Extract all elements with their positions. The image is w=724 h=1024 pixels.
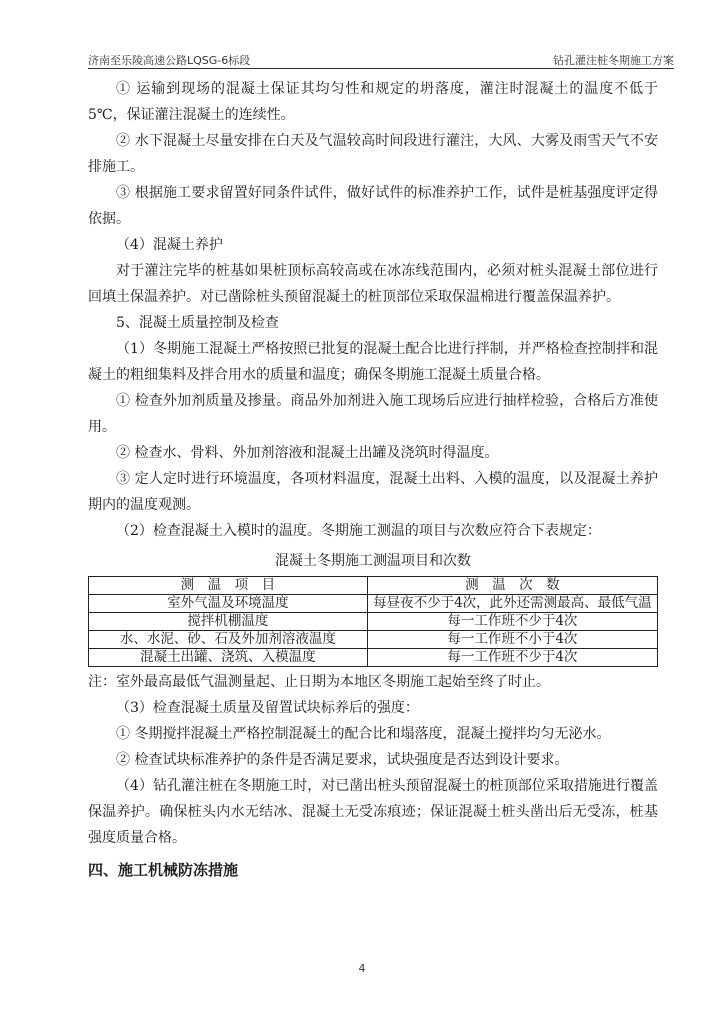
table-row — [89, 631, 658, 649]
paragraph: ② 水下混凝土尽量安排在白天及气温较高时间段进行灌注，大风、大雾及雨雪天气不安排施工。 — [88, 133, 658, 175]
temperature-measurement-table — [88, 576, 658, 667]
page-number: 4 — [358, 962, 366, 975]
paragraph: ② 检查试块标准养护的条件是否满足要求，试块强度是否达到设计要求。 — [116, 752, 569, 768]
page-header — [88, 50, 674, 69]
table-cell: 混凝土出罐、浇筑、入模温度 — [89, 649, 368, 667]
column-header-frequency: 测 温 次 数 — [367, 577, 657, 595]
paragraph: ③ 定人定时进行环境温度，各项材料温度，混凝土出料、入模的温度，以及混凝土养护期内的温度观测。 — [88, 471, 658, 513]
paragraph: （3）检查混凝土质量及留置试块标养后的强度： — [116, 700, 419, 716]
header-document-title: 钻孔灌注桩冬期施工方案 — [553, 54, 674, 67]
table-row — [89, 613, 658, 631]
table-row — [89, 649, 658, 667]
subheading-quality-control: 5、混凝土质量控制及检查 — [116, 315, 279, 331]
table-row — [89, 595, 658, 613]
section-heading: 四、施工机械防冻措施 — [88, 861, 239, 879]
table-cell: 每一工作班不少于4次 — [367, 649, 657, 667]
subheading-concrete-curing: （4）混凝土养护 — [116, 237, 223, 253]
paragraph: ① 检查外加剂质量及掺量。商品外加剂进入施工现场后应进行抽样检验，合格后方准使用。 — [88, 393, 658, 435]
table-cell: 每一工作班不小于4次 — [367, 631, 657, 649]
paragraph: ② 检查水、骨料、外加剂溶液和混凝土出罐及浇筑时得温度。 — [116, 445, 499, 461]
table-cell: 水、水泥、砂、石及外加剂溶液温度 — [89, 631, 368, 649]
paragraph: ③ 根据施工要求留置好同条件试件，做好试件的标准养护工作，试件是桩基强度评定得依据。 — [88, 185, 658, 227]
column-header-item: 测 温 项 目 — [89, 577, 368, 595]
header-project-title: 济南至乐陵高速公路LQSG-6标段 — [88, 54, 251, 67]
table-header-row — [89, 577, 658, 595]
paragraph: （4）钻孔灌注桩在冬期施工时，对已凿出桩头预留混凝土的桩顶部位采取措施进行覆盖保温养护。确保桩头内水无结冰、混凝土无受冻痕迹；保证混凝土桩头凿出后无受冻，桩基强度质量合格。 — [88, 778, 658, 846]
table-note: 注：室外最高最低气温测量起、止日期为本地区冬期施工起始至终了时止。 — [88, 674, 550, 690]
page-body — [88, 76, 658, 883]
table-cell: 搅拌机棚温度 — [89, 613, 368, 631]
paragraph: 对于灌注完毕的桩基如果桩顶标高较高或在冰冻线范围内，必须对桩头混凝土部位进行回填土保温养护。对已凿除桩头预留混凝土的桩顶部位采取保温棉进行覆盖保温养护。 — [88, 263, 658, 305]
table-cell: 室外气温及环境温度 — [89, 595, 368, 613]
paragraph: ① 运输到现场的混凝土保证其均匀性和规定的坍落度，灌注时混凝土的温度不低于5℃，保证灌注混凝土的连续性。 — [88, 81, 658, 123]
paragraph: （2）检查混凝土入模时的温度。冬期施工测温的项目与次数应符合下表规定： — [116, 523, 601, 539]
table-cell: 每昼夜不少于4次，此外还需测最高、最低气温 — [367, 595, 657, 613]
paragraph: （1）冬期施工混凝土严格按照已批复的混凝土配合比进行拌制，并严格检查控制拌和混凝土的粗细集料及拌合用水的质量和温度；确保冬期施工混凝土质量合格。 — [88, 341, 658, 383]
table-cell: 每一工作班不少于4次 — [367, 613, 657, 631]
paragraph: ① 冬期搅拌混凝土严格控制混凝土的配合比和塌落度，混凝土搅拌均匀无泌水。 — [116, 726, 611, 742]
table-caption: 混凝土冬期施工测温项目和次数 — [275, 553, 471, 569]
